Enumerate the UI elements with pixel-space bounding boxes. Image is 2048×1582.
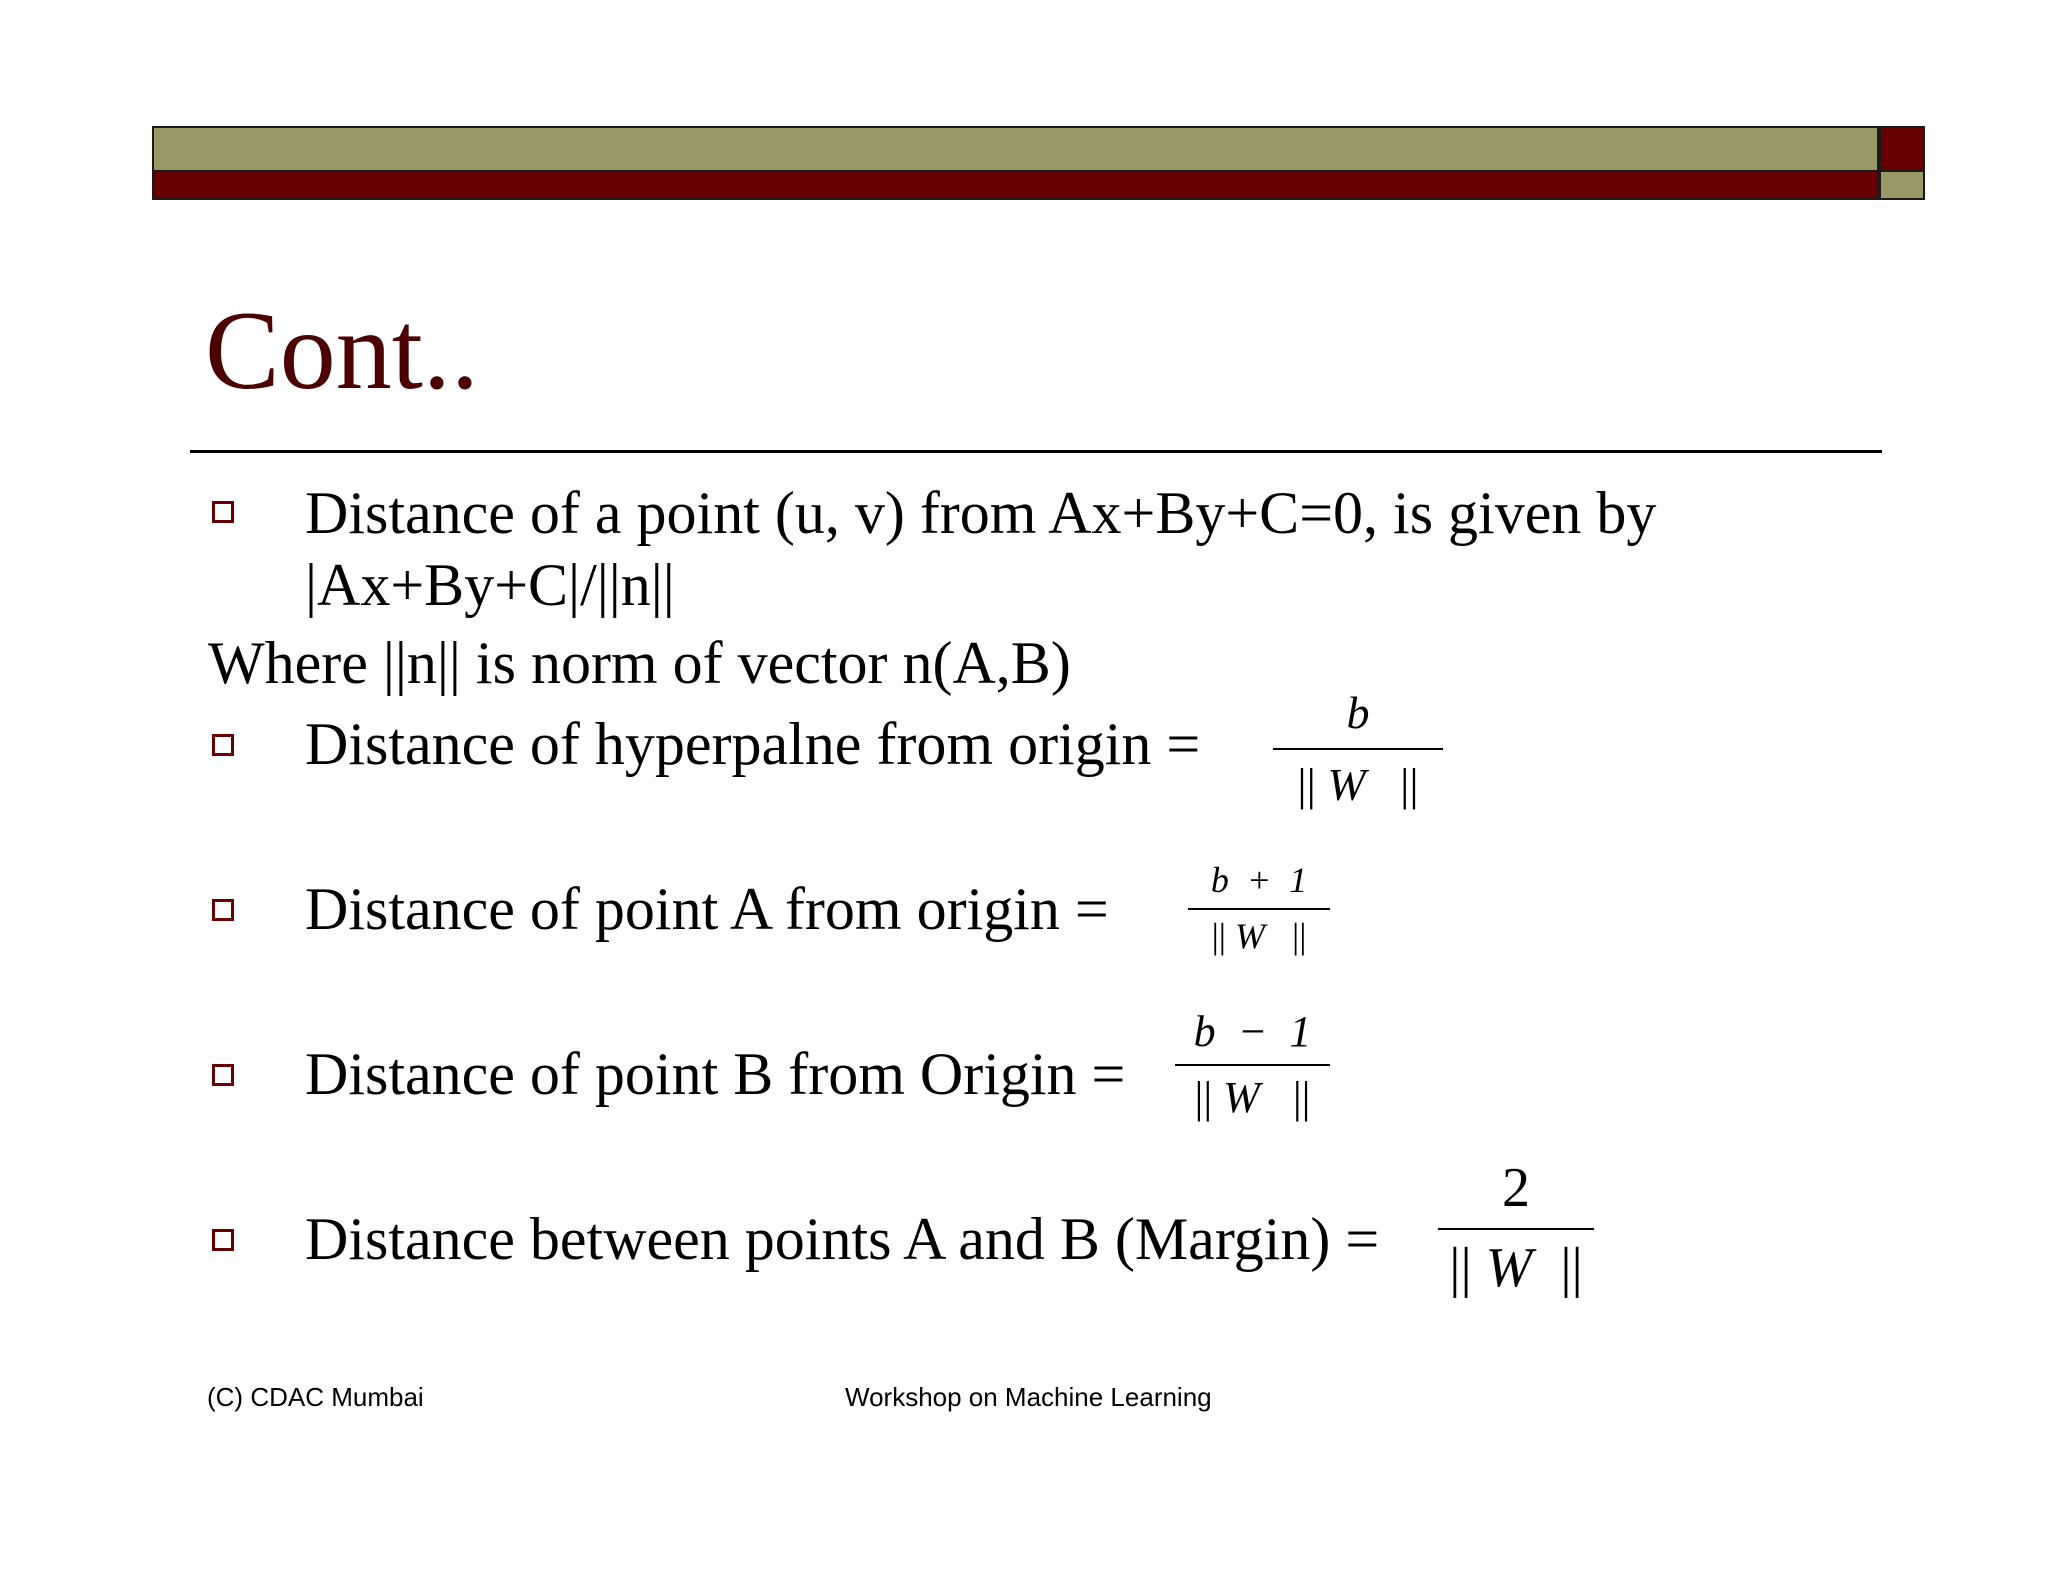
formula-numerator: b − 1 xyxy=(1193,1007,1312,1056)
header-bar-olive xyxy=(152,126,1879,172)
slide-title: Cont.. xyxy=(205,289,479,413)
formula-denominator xyxy=(1438,1237,1594,1299)
title-divider xyxy=(190,450,1882,453)
fraction-bar xyxy=(1438,1228,1594,1230)
norm-right: || xyxy=(1400,759,1419,810)
bullet2-text: Distance of hyperpalne from origin = xyxy=(305,711,1201,777)
bullet-square-icon xyxy=(212,734,234,756)
formula-denominator xyxy=(1273,759,1443,810)
norm-variable: W xyxy=(1235,916,1265,956)
formula-denominator xyxy=(1175,1073,1330,1122)
bullet3-text: Distance of point A from origin = xyxy=(305,876,1109,942)
norm-left: || xyxy=(1194,1073,1213,1122)
fraction-bar xyxy=(1188,908,1330,910)
bullet5-text: Distance between points A and B (Margin) = xyxy=(305,1206,1380,1272)
norm-variable: W xyxy=(1485,1237,1533,1299)
footer-copyright: (C) CDAC Mumbai xyxy=(207,1382,424,1412)
bullet-square-icon xyxy=(212,1229,234,1251)
formula-point-b-distance xyxy=(1175,1007,1330,1122)
header-square-maroon xyxy=(1879,126,1925,172)
header-bar-maroon xyxy=(152,172,1879,200)
norm-right: || xyxy=(1292,1073,1311,1122)
formula-point-a-distance xyxy=(1188,862,1330,954)
fraction-bar xyxy=(1273,748,1443,750)
formula-numerator: b xyxy=(1346,687,1370,738)
bullet-square-icon xyxy=(212,899,234,921)
bullet-square-icon xyxy=(212,501,234,523)
norm-left: || xyxy=(1297,759,1316,810)
norm-variable: W xyxy=(1223,1073,1260,1122)
formula-numerator: b + 1 xyxy=(1210,860,1308,900)
formula-denominator xyxy=(1188,918,1330,954)
footer-workshop-title: Workshop on Machine Learning xyxy=(845,1382,1212,1412)
bullet1-line2: |Ax+By+C|/||n|| xyxy=(305,552,675,618)
norm-left: || xyxy=(1211,916,1226,956)
formula-numerator: 2 xyxy=(1502,1157,1530,1219)
norm-right: || xyxy=(1292,916,1307,956)
formula-margin xyxy=(1438,1157,1594,1299)
bullet1-line1: Distance of a point (u, v) from Ax+By+C=0, is given by xyxy=(305,480,1657,546)
fraction-bar xyxy=(1175,1064,1330,1066)
bullet4-text: Distance of point B from Origin = xyxy=(305,1041,1126,1107)
bullet-square-icon xyxy=(212,1064,234,1086)
formula-hyperplane-distance xyxy=(1273,687,1443,810)
header-square-olive xyxy=(1879,172,1925,200)
norm-right: || xyxy=(1560,1237,1583,1299)
where-line: Where ||n|| is norm of vector n(A,B) xyxy=(208,630,1071,696)
norm-left: || xyxy=(1449,1237,1472,1299)
norm-variable: W xyxy=(1327,759,1366,810)
